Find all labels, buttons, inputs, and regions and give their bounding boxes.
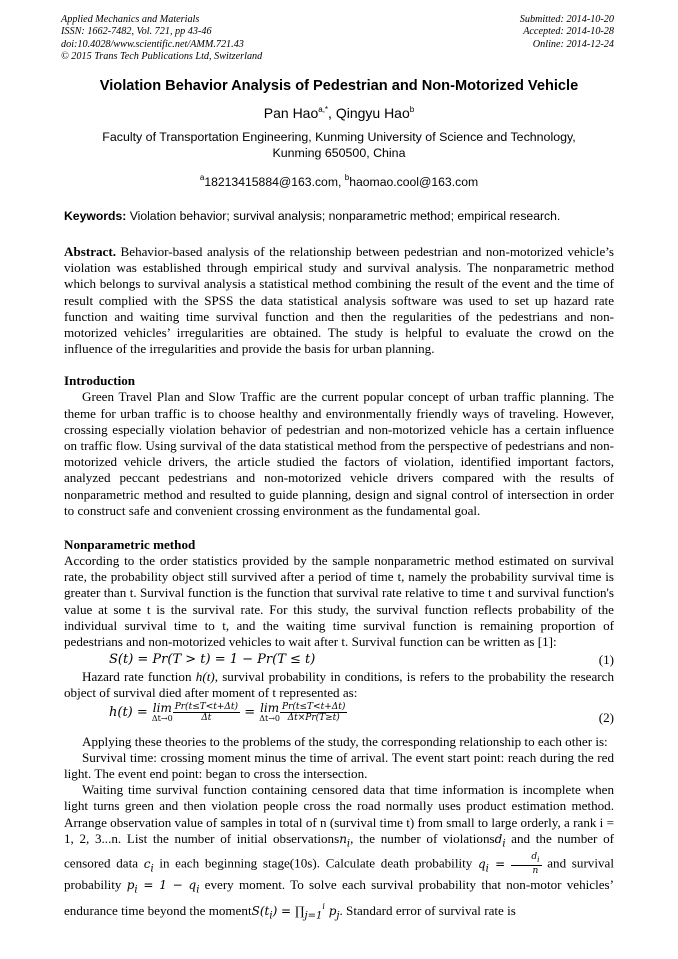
email-link[interactable]: haomao.cool@163.com	[349, 175, 479, 189]
limit-operator: lim Δt→0	[259, 700, 281, 723]
introduction-paragraph: Green Travel Plan and Slow Traffic are the current popular concept of urban traffic planning. The theme for urban traffic is to choose healthy and environmentally friendly ways of traveling. However, crossing especially violation behavior of pedestrian and non-motorized vehicle has a certain influence on traffic flow. Using survival of the data statistical method from the perspective of pedestrians and non-motorized vehicle drivers, the article studied the factors of violation, identified important factors, analyzed peccant pedestrians and non-motorized vehicle drivers compared with the results of nonparametric method and resulted to guide planning, design and signal control of intersection in order to construct safe and convenient crossing environment as the fundamental goal.	[64, 389, 614, 518]
email-link[interactable]: 18213415884@163.com,	[204, 175, 345, 189]
keywords-label: Keywords:	[64, 209, 127, 223]
abstract	[64, 244, 614, 357]
online-date: Online: 2014-12-24	[532, 38, 614, 50]
paper-title: Violation Behavior Analysis of Pedestrian and Non-Motorized Vehicle	[99, 78, 579, 94]
equation-1	[64, 650, 614, 669]
affiliation-line: Faculty of Transportation Engineering, Kunming University of Science and Technology,	[102, 130, 576, 144]
abstract-label: Abstract.	[64, 244, 116, 259]
fraction: $\frac{Pr(t\le T<t+\Delta t)}{\Delta t}$	[174, 701, 239, 723]
fraction: $\frac{Pr(t\le T<t+\Delta t)}{\Delta t\times Pr(T\ge t)}$	[282, 701, 346, 723]
copyright-line: © 2015 Trans Tech Publications Ltd, Switzerland	[61, 51, 263, 63]
author-separator: ,	[328, 105, 336, 121]
dates-info	[520, 14, 614, 51]
author-list	[64, 101, 614, 122]
equation-number: (1)	[598, 652, 614, 668]
issn-line: ISSN: 1662-7482, Vol. 721, pp 43-46	[61, 26, 212, 38]
section-heading: Introduction	[64, 373, 136, 389]
journal-header	[61, 14, 614, 63]
relationship-paragraph: Applying these theories to the problems of the study, the corresponding relationship to each other is:	[82, 733, 608, 749]
author-affiliation-mark: a,*	[318, 105, 329, 114]
accepted-date: Accepted: 2014-10-28	[523, 26, 614, 38]
hazard-paragraph: Hazard rate function h(t), survival probability in conditions, is refers to the probability the research object of survival died after moment of t represented as:	[64, 669, 615, 701]
equation-content: S(t) = Pr(T > t) = 1 − Pr(T ≤ t)	[109, 652, 316, 668]
limit-operator: lim Δt→0	[151, 700, 173, 723]
affiliation	[64, 129, 614, 161]
journal-name: Applied Mechanics and Materials	[61, 14, 200, 25]
author-name: Pan Hao	[263, 105, 319, 121]
nonparametric-paragraph: According to the order statistics provided by the sample nonparametric method estimated on survival rate, the probability object still survived after a period of time t, namely the probability survival time is greater than t. Survival function is the function that survival rate relative to time t and survival function's value at some t is the survival rate. For this study, the survival function reflects probability of the individual survival time to t, and the waiting time survival function is remaining proportion of pedestrians and non-motorized vehicles to wait after t. Survival function can be written as [1]:	[64, 553, 614, 650]
publication-info	[61, 14, 262, 64]
author-name: Qingyu Hao	[335, 105, 410, 121]
doi-line[interactable]: doi:10.4028/www.scientific.net/AMM.721.43	[61, 38, 244, 50]
keywords-text: Violation behavior; survival analysis; nonparametric method; empirical research.	[126, 209, 561, 223]
equation-number: (2)	[598, 709, 614, 725]
section-heading: Nonparametric method	[64, 537, 196, 553]
affiliation-line: Kunming 650500, China	[272, 146, 406, 160]
paper-page	[61, 14, 615, 925]
author-affiliation-mark: b	[409, 105, 415, 114]
author-emails: $^a$18213415884@163.com, $^b$haomao.cool@163.com	[199, 173, 479, 189]
equation-2: h(t) = lim Δt→0 $\frac{Pr(t\le T<t+\Delta t)}{\Delta t}$ = lim Δt→0 $\frac{Pr(t\le T<t+\Delta t)}{\Delta t\times Pr(T\ge t)}$ (2)	[109, 700, 614, 725]
waiting-time-paragraph: Waiting time survival function containing censored data that time information is incomplete when light turns green and then violation people cross the road normally uses product estimation method. Arrange observation value of samples in total of n (survival time t) from small to large orderly, a rank i = 1, 2, 3...n. List the number of initial observationsn$_i$, the number of violationsd$_i$ and the number of censored data $c_i$ in each beginning stage(10s). Calculate death probability $q_i$ = $\frac{d_i}{n}$ and survival probability $p_i = 1 - q_i$ every moment. To solve each survival probability that non-motor vehicles’ endurance time beyond the $momentS(t_i)$ = $\prod_{j=1}^i$ $p_j$. Standard error of survival rate is	[64, 782, 614, 922]
keywords	[64, 208, 614, 224]
abstract-text: Behavior-based analysis of the relationship between pedestrian and non-motorized vehicle’s violation was established through empirical study and survival analysis. The nonparametric method which belongs to survival analysis a statistical method combining the result of the event and the time of result complied with the SPSS the data statistical analysis software was used to set up hazard rate function and waiting time survival function and then the regularities of the pedestrians and non-motorized vehicles’ irregularities are obtained. The study is helpful to evaluate the crowd on the influence of the irregularities and provide the basis for urban planning.	[64, 244, 614, 357]
submitted-date: Submitted: 2014-10-20	[519, 14, 614, 25]
survival-time-paragraph: Survival time: crossing moment minus the time of arrival. The event start point: reach during the red light. The event end point: began to cross the intersection.	[64, 749, 614, 782]
